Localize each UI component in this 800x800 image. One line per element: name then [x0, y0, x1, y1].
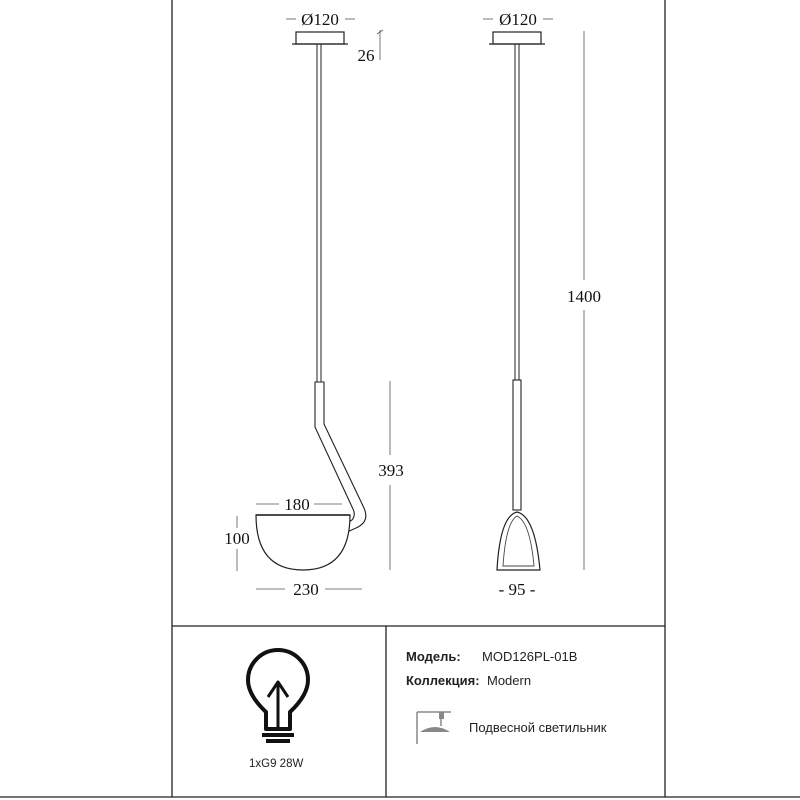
side-shade-top-label: 180: [284, 495, 310, 514]
front-shade-width-label: - 95 -: [498, 580, 536, 599]
front-stem: [513, 380, 521, 510]
collection-label: Коллекция:: [406, 673, 480, 688]
side-canopy: [292, 32, 348, 44]
side-view: [224, 10, 404, 599]
side-shade-height-label: 100: [224, 529, 250, 548]
side-canopy-height-label: 26: [357, 46, 375, 65]
side-bent-arm: [315, 382, 366, 533]
side-canopy-height-dimension: [377, 30, 383, 60]
pendant-lamp-icon: [413, 710, 453, 746]
front-canopy-diameter-label: Ø120: [499, 10, 537, 29]
side-overall-width-label: 230: [293, 580, 319, 599]
front-view: [483, 10, 601, 599]
collection-value: Modern: [487, 673, 532, 688]
front-canopy: [489, 32, 545, 44]
front-suspension-cord: [515, 44, 519, 380]
side-suspension-cord: [317, 44, 321, 382]
bulb-spec-label: 1xG9 28W: [249, 758, 304, 770]
model-value: MOD126PL-01B: [482, 649, 578, 664]
fixture-type-label: Подвесной светильник: [469, 720, 607, 735]
side-arm-height-label: 393: [378, 461, 404, 480]
side-hemisphere-shade: [256, 515, 350, 570]
light-bulb-icon: [248, 650, 308, 741]
side-canopy-diameter-label: Ø120: [301, 10, 339, 29]
model-label: Модель:: [406, 649, 461, 664]
front-overall-height-label: 1400: [567, 287, 601, 306]
